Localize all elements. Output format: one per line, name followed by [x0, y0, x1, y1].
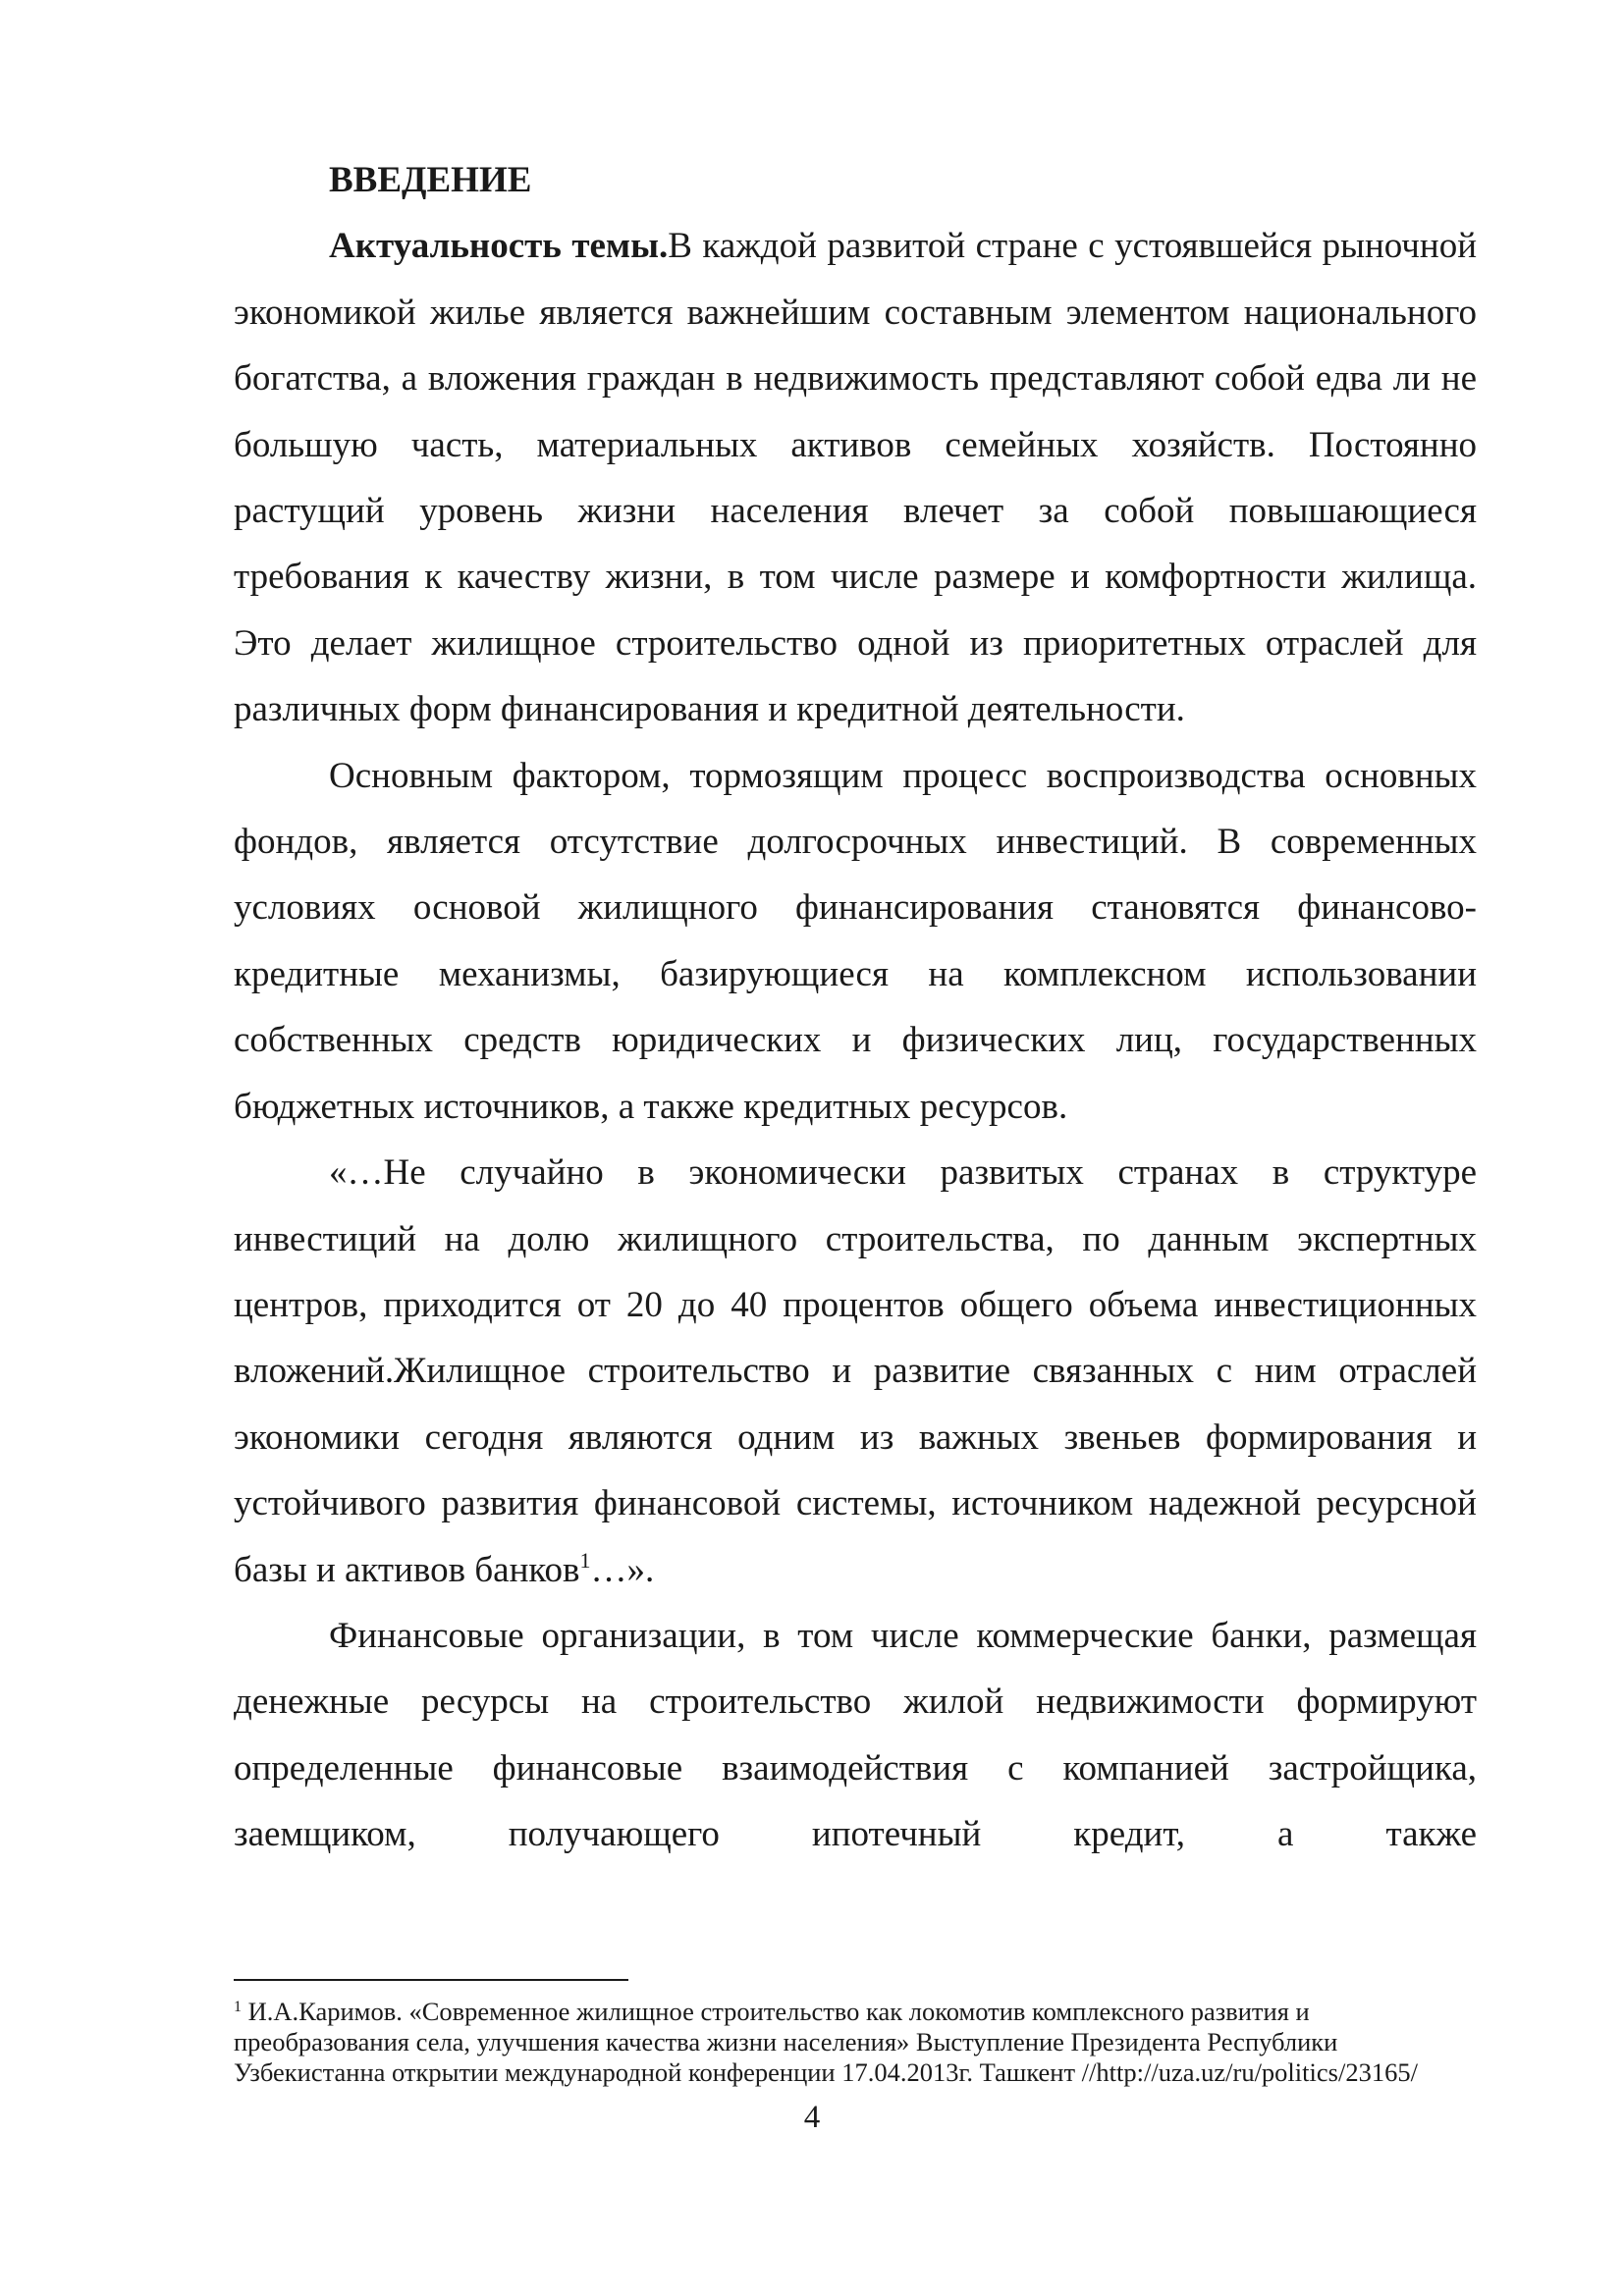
page-number: 4	[803, 2100, 821, 2135]
paragraph-lead: Актуальность темы.	[329, 226, 669, 267]
paragraph-relevance	[234, 213, 1477, 742]
footnote	[234, 1997, 1477, 2088]
paragraph-text: Финансовые организации, в том числе коммерческие банки, размещая денежные ресурсы на строительство жилой недвижимости формируют определенные финансовые взаимодействия с компанией застройщика, заемщиком, получающего ипотечный кредит, а также	[234, 1615, 1477, 1855]
paragraph-quote	[234, 1140, 1477, 1603]
paragraph-text: В каждой развитой стране с устоявшейся рыночной экономикой жилье является важнейшим составным элементом национального богатства, а вложения граждан в недвижимость представляют собой едва ли не большую часть, материальных активов семейных хозяйств. Постоянно растущий уровень жизни населения влечет за собой повышающиеся требования к качеству жизни, в том числе размере и комфортности жилища. Это делает жилищное строительство одной из приоритетных отраслей для различных форм финансирования и кредитной деятельности.	[234, 226, 1477, 730]
paragraph-text-after: …».	[590, 1549, 655, 1590]
paragraph-text: «…Не случайно в экономически развитых странах в структуре инвестиций на долю жилищного строительства, по данным экспертных центров, приходится от 20 до 40 процентов общего объема инвестиционных вложений.Жилищное строительство и развитие связанных с ним отраслей экономики сегодня являются одним из важных звеньев формирования и устойчивого развития финансовой системы, источником надежной ресурсной базы и активов банков	[234, 1152, 1477, 1590]
footnote-separator	[234, 1979, 628, 1981]
footnote-text: И.А.Каримов. «Современное жилищное строительство как локомотив комплексного развития и преобразования села, улучшения качества жизни населения» Выступление Президента Республики Узбекистанна открытии международной конференции 17.04.2013г. Ташкент //http://uza.uz/ru/politics/23165/	[234, 1997, 1418, 2087]
paragraph-financial-orgs	[234, 1603, 1477, 1868]
footnote-reference[interactable]: 1	[579, 1547, 591, 1573]
paragraph-text: Основным фактором, тормозящим процесс воспроизводства основных фондов, является отсутствие долгосрочных инвестиций. В современных условиях основой жилищного финансирования становятся финансово-кредитные механизмы, базирующиеся на комплексном использовании собственных средств юридических и физических лиц, государственных бюджетных источников, а также кредитных ресурсов.	[234, 755, 1477, 1127]
main-text	[234, 147, 1477, 1868]
section-heading: ВВЕДЕНИЕ	[329, 160, 532, 200]
footnote-marker: 1	[234, 1999, 242, 2015]
paragraph-main-factor	[234, 743, 1477, 1140]
